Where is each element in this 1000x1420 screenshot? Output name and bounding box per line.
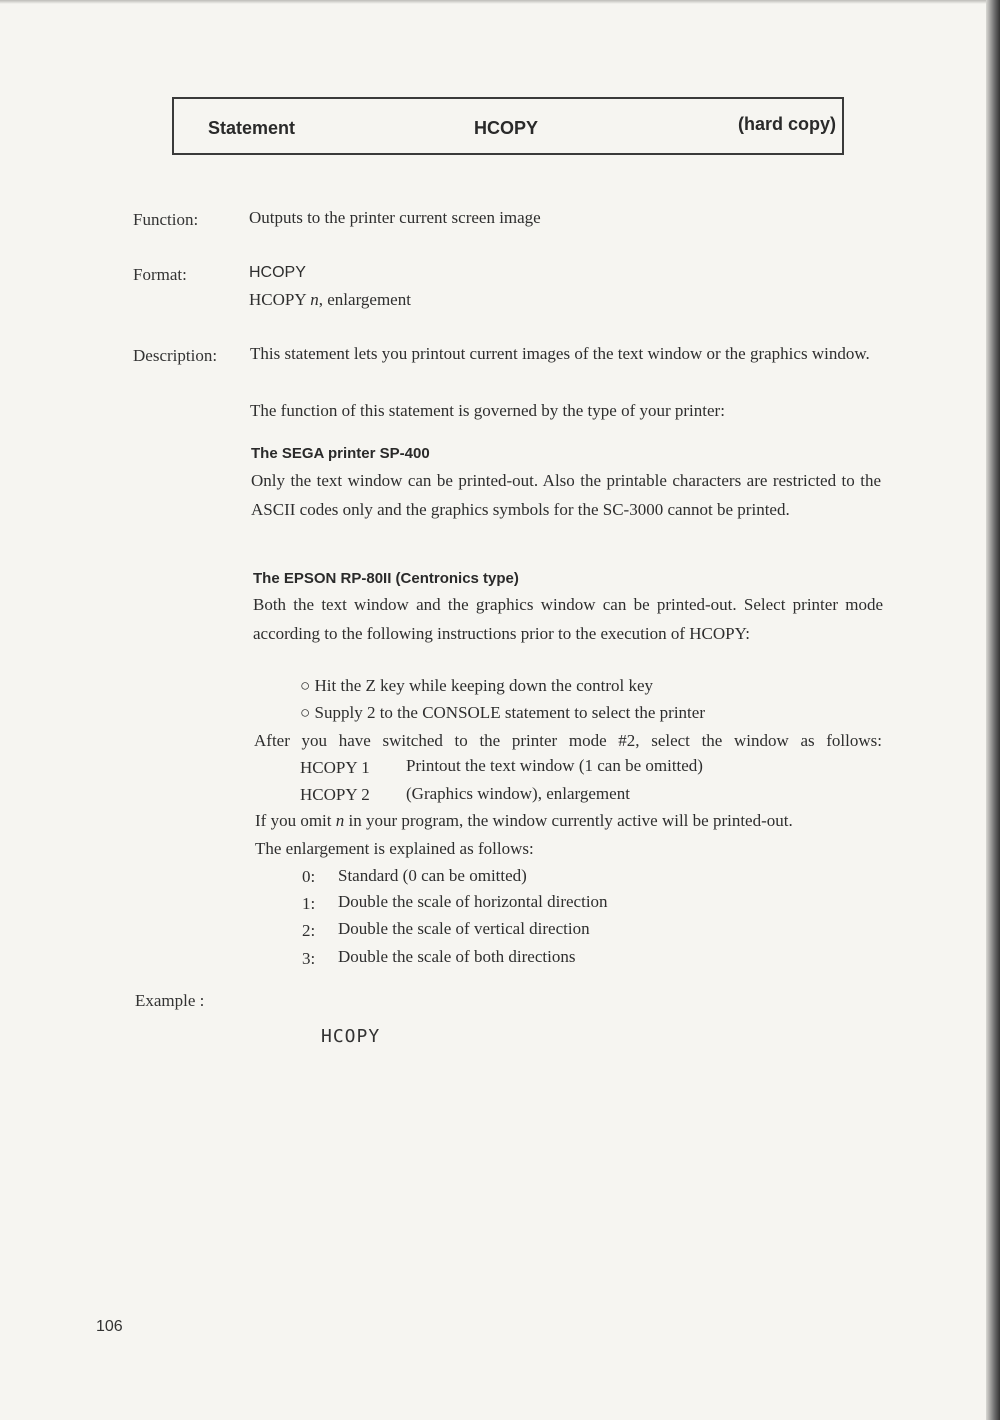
enlargement-text: Double the scale of horizontal direction (338, 892, 608, 911)
enlargement-key: 3: (302, 949, 316, 968)
description-intro: This statement lets you printout current images of the text window or the graphics window. (250, 344, 870, 363)
epson-printer-text: Both the text window and the graphics window can be printed-out. Select printer mode according to the following instructions prior to the execution of HCOPY: (253, 595, 883, 643)
format-line-2-variable: n (310, 290, 319, 309)
omit-n-prefix: If you omit (255, 811, 336, 830)
description-label: Description: (133, 346, 218, 365)
epson-after-switch: After you have switched to the printer mode #2, select the window as follows: (254, 731, 882, 750)
statement-header-box (172, 97, 844, 155)
function-text: Outputs to the printer current screen image (249, 208, 541, 227)
enlargement-intro: The enlargement is explained as follows: (255, 839, 534, 858)
enlargement-text: Standard (0 can be omitted) (338, 866, 527, 885)
enlargement-text: Double the scale of both directions (338, 947, 576, 966)
enlargement-key: 1: (302, 894, 316, 913)
page-top-edge (0, 0, 1000, 4)
omit-n-variable: n (335, 811, 345, 830)
format-line-2-suffix: , enlargement (318, 290, 411, 309)
header-category: Statement (208, 118, 296, 138)
omit-n-suffix: in your program, the window currently active will be printed-out. (344, 811, 793, 830)
page-binding-edge (986, 0, 1000, 1420)
format-line-1: HCOPY (249, 264, 306, 281)
sega-printer-heading: The SEGA printer SP-400 (251, 445, 430, 462)
page-number: 106 (96, 1318, 123, 1335)
format-line-2-prefix: HCOPY (249, 290, 311, 309)
format-line-2 (249, 290, 411, 310)
mode-1-command: HCOPY 1 (300, 758, 370, 777)
example-label: Example : (135, 991, 205, 1010)
epson-printer-heading: The EPSON RP-80II (Centronics type) (253, 570, 519, 587)
omit-n-note (255, 811, 793, 831)
header-description: (hard copy) (737, 114, 836, 134)
enlargement-text: Double the scale of vertical direction (338, 919, 590, 938)
function-label: Function: (133, 210, 199, 229)
epson-step-1: ○ Hit the Z key while keeping down the control key (300, 676, 654, 695)
enlargement-key: 2: (302, 921, 316, 940)
enlargement-key: 0: (302, 867, 316, 886)
epson-step-2: ○ Supply 2 to the CONSOLE statement to select the printer (300, 703, 705, 722)
description-governed: The function of this statement is governed by the type of your printer: (250, 401, 725, 420)
mode-2-command: HCOPY 2 (300, 785, 370, 804)
example-code: HCOPY (321, 1026, 381, 1047)
header-statement-name: HCOPY (474, 118, 539, 138)
mode-1-description: Printout the text window (1 can be omitted) (406, 756, 703, 775)
sega-printer-text: Only the text window can be printed-out. Also the printable characters are restricted to the ASCII codes only and the graphics symbols for the SC-3000 cannot be printed. (251, 471, 881, 519)
format-label: Format: (133, 265, 187, 284)
mode-2-description: (Graphics window), enlargement (406, 784, 630, 803)
